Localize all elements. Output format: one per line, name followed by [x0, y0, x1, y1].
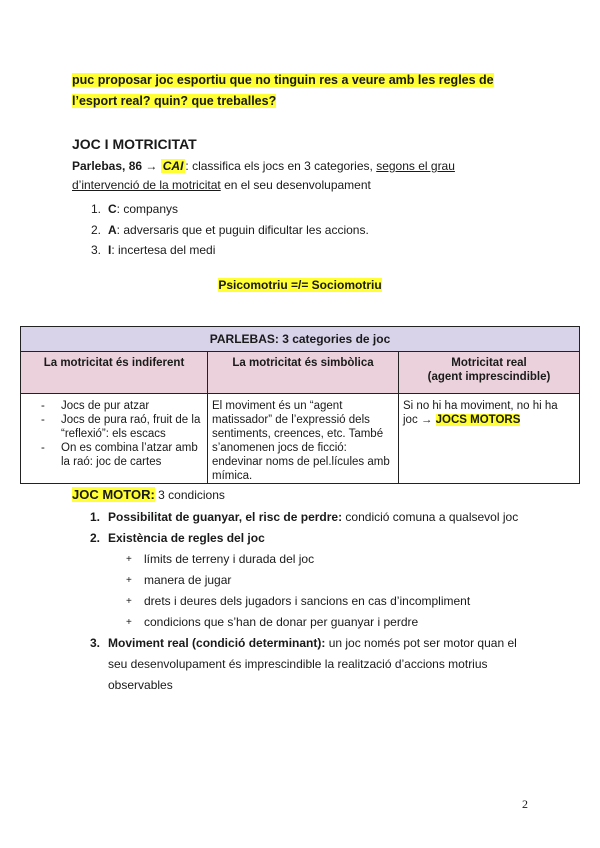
- table-cell-2: El moviment és un “agent matissador” de l’expressió dels sentiments, creences, etc. També s’anomenen jocs de ficció: endevinar noms de pel.lícules amb mímica.: [208, 394, 399, 484]
- cai-list: [72, 199, 369, 261]
- table-cell-1: [21, 394, 208, 484]
- list-item: 1. Possibilitat de guanyar, el risc de perdre: condició comuna a qualsevol joc: [90, 510, 519, 524]
- list-item: + límits de terreny i durada del joc: [144, 549, 528, 570]
- list-item: - Jocs de pura raó, fruit de la “reflexió”: els escacs: [61, 413, 203, 441]
- list-item: + drets i deures dels jugadors i sancions en cas d’incompliment: [144, 591, 528, 612]
- joc-motor-heading: JOC MOTOR: 3 condicions: [72, 487, 225, 502]
- intro-paragraph: [72, 157, 532, 195]
- page-number: 2: [522, 797, 528, 811]
- table-header-3: Motricitat real (agent imprescindible): [399, 352, 580, 394]
- list-item: 2. Existència de regles del joc + límits de terreny i durada del joc + manera de jugar + drets i deures dels jugadors i sancions en cas d’incompliment + condicions que s’han de donar per guanyar i perdre: [108, 528, 528, 633]
- author-ref: Parlebas, 86: [72, 159, 143, 173]
- list-item: + manera de jugar: [144, 570, 528, 591]
- list-item: - Jocs de pur atzar: [61, 399, 203, 413]
- list-item: - On es combina l’atzar amb la raó: joc de cartes: [61, 441, 203, 469]
- rules-sublist: [108, 549, 528, 633]
- question-line-2: l’esport real? quin? que treballes?: [72, 94, 277, 108]
- section-title: JOC I MOTRICITAT: [72, 136, 197, 152]
- intro-text-end: en el seu desenvolupament: [220, 178, 371, 192]
- list-item: 3. I: incertesa del medi: [91, 243, 216, 257]
- arrow-icon: →: [420, 414, 433, 426]
- list-item: 1. C: companys: [91, 202, 179, 216]
- question-line-1: puc proposar joc esportiu que no tinguin res a veure amb les regles de: [72, 73, 494, 87]
- intro-text: : classifica els jocs en 3 categories,: [185, 159, 377, 173]
- table-header-1: La motricitat és indiferent: [21, 352, 208, 394]
- psico-socio-note: Psicomotriu =/= Sociomotriu: [218, 278, 382, 292]
- intro-underline-1: segons el grau: [376, 159, 455, 173]
- table-cell-3: Si no hi ha moviment, no hi ha joc → JOCS MOTORS: [399, 394, 580, 484]
- list-item: 2. A: adversaris que et puguin dificultar les accions.: [91, 222, 369, 237]
- list-item: + condicions que s’han de donar per guanyar i perdre: [144, 612, 528, 633]
- table-title: PARLEBAS: 3 categories de joc: [21, 327, 580, 352]
- list-item: 3. Moviment real (condició determinant): un joc només pot ser motor quan el seu desenvolupament és imprescindible la realització d’accions motrius observables: [90, 636, 517, 692]
- acronym-cai: CAI: [162, 159, 184, 173]
- arrow-icon: →: [145, 159, 158, 173]
- intro-underline-2: d’intervenció de la motricitat: [72, 178, 221, 192]
- parlebas-table: [20, 326, 580, 484]
- conditions-list: [90, 507, 528, 696]
- table-header-2: La motricitat és simbòlica: [208, 352, 399, 394]
